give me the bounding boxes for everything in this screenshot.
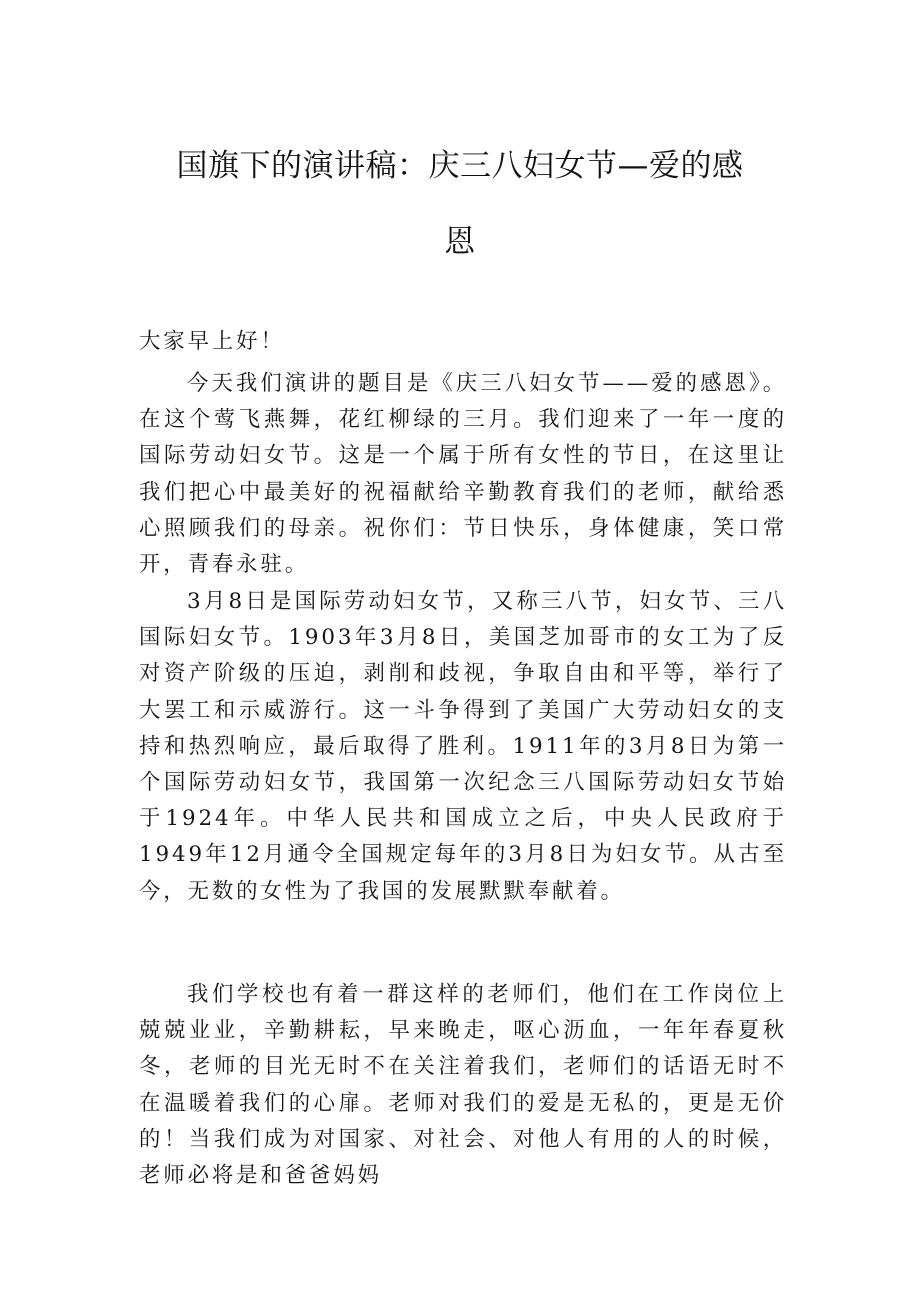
paragraph-3: 我们学校也有着一群这样的老师们，他们在工作岗位上兢兢业业，辛勤耕耘，早来晚走，呕心沥血，一年年春夏秋冬，老师的目光无时不在关注着我们，老师们的话语无时不在温暖着我们的心扉。老师对我们的爱是无私的，更是无价的！当我们成为对国家、对社会、对他人有用的人的时候，老师必将是和爸爸妈妈 <box>139 982 787 1189</box>
paragraph-2: 3月8日是国际劳动妇女节，又称三八节，妇女节、三八国际妇女节。1903年3月8日，美国芝加哥市的女工为了反对资产阶级的压迫，剥削和歧视，争取自由和平等，举行了大罢工和示威游行。这一斗争得到了美国广大劳动妇女的支持和热烈响应，最后取得了胜利。1911年的3月8日为第一个国际劳动妇女节，我国第一次纪念三八国际劳动妇女节始于1924年。中华人民共和国成立之后，中央人民政府于1949年12月通令全国规定每年的3月8日为妇女节。从古至今，无数的女性为了我国的发展默默奉献着。 <box>139 589 787 904</box>
greeting: 大家早上好！ <box>139 329 285 354</box>
document-title-line-1: 国旗下的演讲稿：庆三八妇女节—爱的感 <box>176 148 744 184</box>
document-title-line-2: 恩 <box>444 224 476 260</box>
paragraph-1: 今天我们演讲的题目是《庆三八妇女节——爱的感恩》。在这个莺飞燕舞，花红柳绿的三月。我们迎来了一年一度的国际劳动妇女节。这是一个属于所有女性的节日，在这里让我们把心中最美好的祝福献给辛勤教育我们的老师，献给悉心照顾我们的母亲。祝你们：节日快乐，身体健康，笑口常开，青春永驻。 <box>139 371 787 578</box>
